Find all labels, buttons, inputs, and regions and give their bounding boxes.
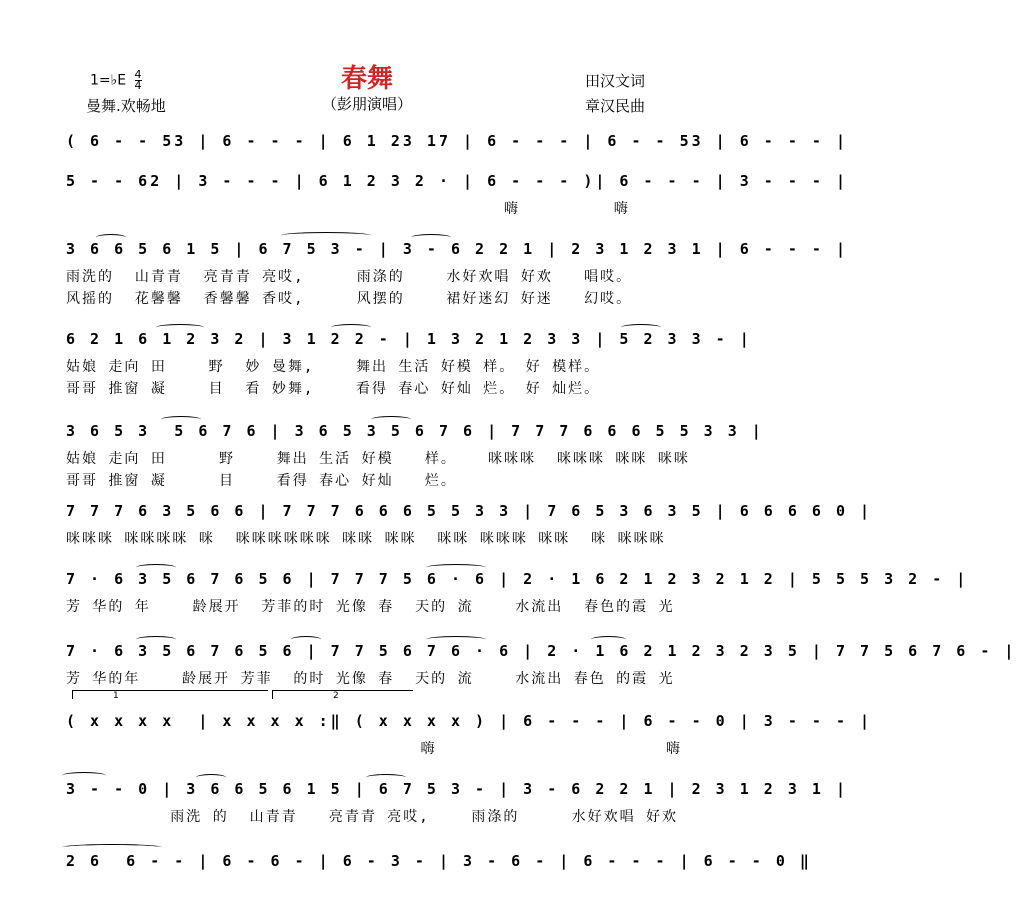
lyric-line: 哥哥 推窗 凝 目 看得 春心 好灿 烂。	[66, 473, 457, 489]
notation-line: 3 - - 0 | 3 6 6 5 6 1 5 | 6 7 5 3 - | 3 - 6 2 2 1 | 2 3 1 2 3 1 |	[66, 780, 848, 798]
notation-line: 7 · 6 3 5 6 7 6 5 6 | 7 7 5 6 7 6 · 6 | 2 · 1 6 2 1 2 3 2 3 5 | 7 7 5 6 7 6 - |	[66, 642, 1016, 660]
song-subtitle: （彭朋演唱）	[321, 95, 412, 113]
tie	[62, 844, 162, 851]
lyricist-credit: 田汉文词	[585, 72, 646, 90]
slur	[281, 232, 371, 239]
lyric-line: 姑娘 走向 田 野 舞出 生活 好模 样。 咪咪咪 咪咪咪 咪咪 咪咪	[66, 451, 690, 467]
lyric-line: 嗨 嗨	[66, 201, 630, 217]
lyric-line: 芳 华的年 龄展开 芳菲 的时 光像 春 天的 流 水流出 春色 的霞 光	[66, 671, 675, 687]
tie	[62, 772, 106, 779]
ending-number: 2	[333, 691, 339, 701]
lyric-line: 芳 华的 年 龄展开 芳菲的时 光像 春 天的 流 水流出 春色的霞 光	[66, 599, 675, 615]
tempo-marking: 曼舞.欢畅地	[86, 97, 166, 115]
notation-line: 7 7 7 6 3 5 6 6 | 7 7 7 6 6 6 5 5 3 3 | 7 6 5 3 6 3 5 | 6 6 6 6 0 |	[66, 502, 873, 520]
lyric-line: 咪咪咪 咪咪咪咪 咪 咪咪咪咪咪咪 咪咪 咪咪 咪咪 咪咪咪 咪咪 咪 咪咪咪	[66, 531, 666, 547]
time-num: 4	[134, 68, 142, 81]
lyric-line: 嗨 嗨	[66, 741, 683, 757]
lyric-line: 哥哥 推窗 凝 目 看 妙舞, 看得 春心 好灿 烂。 好 灿烂。	[66, 381, 601, 397]
notation-line: 7 · 6 3 5 6 7 6 5 6 | 7 7 7 5 6 · 6 | 2 · 1 6 2 1 2 3 2 1 2 | 5 5 5 3 2 - |	[66, 570, 969, 588]
ending-number: 1	[113, 691, 119, 701]
composer-credit: 章汉民曲	[585, 97, 646, 115]
notation-line: ( 6 - - 53 | 6 - - - | 6 1 23 17 | 6 - - - | 6 - - 53 | 6 - - - |	[66, 132, 848, 150]
lyric-line: 姑娘 走向 田 野 妙 曼舞, 舞出 生活 好模 样。 好 模样。	[66, 359, 601, 375]
song-title: 春舞	[340, 64, 393, 94]
notation-line: 3 6 6 5 6 1 5 | 6 7 5 3 - | 3 - 6 2 2 1 | 2 3 1 2 3 1 | 6 - - - |	[66, 240, 848, 258]
notation-line: 6 2 1 6 1 2 3 2 | 3 1 2 2 - | 1 3 2 1 2 3 3 | 5 2 3 3 - |	[66, 330, 752, 348]
notation-line: 3 6 5 3 5 6 7 6 | 3 6 5 3 5 6 7 6 | 7 7 7 6 6 6 5 5 3 3 |	[66, 422, 764, 440]
first-ending-bracket	[72, 690, 268, 699]
lyric-line: 风摇的 花馨馨 香馨馨 香哎, 风摆的 裙好迷幻 好迷 幻哎。	[66, 291, 633, 307]
time-den: 4	[134, 79, 142, 92]
lyric-line: 雨洗的 山青青 亮青青 亮哎, 雨涤的 水好欢唱 好欢 唱哎。	[66, 269, 633, 285]
notation-line: ( x x x x | x x x x :‖ ( x x x x ) | 6 - - - | 6 - - 0 | 3 - - - |	[66, 712, 873, 730]
key-label: 1=♭E	[90, 72, 127, 89]
second-ending-bracket	[272, 690, 413, 699]
lyric-line: 雨洗 的 山青青 亮青青 亮哎, 雨涤的 水好欢唱 好欢	[66, 809, 679, 825]
notation-line: 2 6 6 - - | 6 - 6 - | 6 - 3 - | 3 - 6 - | 6 - - - | 6 - - 0 ‖	[66, 852, 812, 870]
notation-line: 5 - - 62 | 3 - - - | 6 1 2 3 2 · | 6 - - - )| 6 - - - | 3 - - - |	[66, 172, 848, 190]
